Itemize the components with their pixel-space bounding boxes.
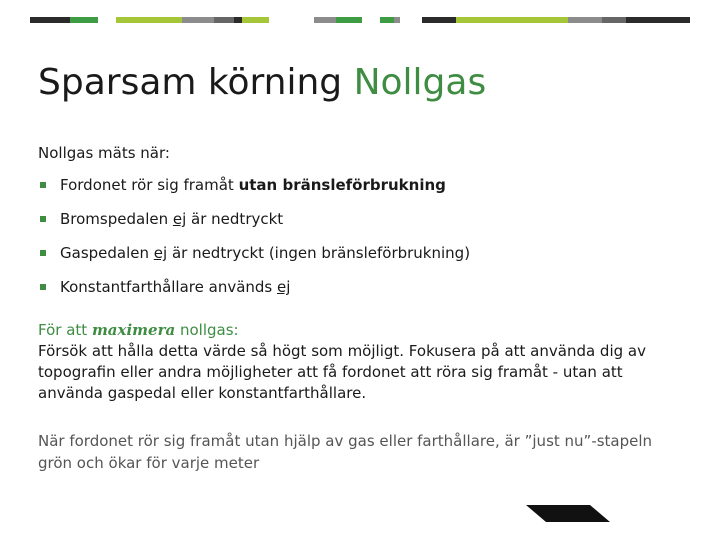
top-decorative-bar	[0, 0, 720, 24]
bullet-strong: utan bränsleförbrukning	[238, 176, 446, 194]
bar-segment	[380, 17, 394, 23]
bullet-text: Bromspedalen	[60, 210, 173, 228]
title-accent: Nollgas	[353, 62, 487, 103]
bullet-underlined: ej	[277, 278, 291, 296]
bullet-text: är nedtryckt	[186, 210, 284, 228]
bar-segment	[242, 17, 269, 23]
square-bullet-icon	[40, 216, 46, 222]
bar-segment	[422, 17, 456, 23]
bullet-underlined: ej	[153, 244, 168, 262]
square-bullet-icon	[40, 250, 46, 256]
tip-block	[38, 320, 688, 404]
bar-segment	[30, 17, 70, 23]
bar-segment	[234, 17, 242, 23]
note-text: När fordonet rör sig framåt utan hjälp av gas eller farthållare, är ”just nu”-stapeln grön och ökar för varje meter	[38, 432, 653, 472]
bullet-text: Konstantfarthållare används	[60, 278, 278, 296]
bar-segment	[336, 17, 362, 23]
bar-segment	[568, 17, 602, 23]
bar-segment	[70, 17, 98, 23]
bar-segment	[116, 17, 182, 23]
bar-segment	[602, 17, 626, 23]
chevron-shape	[526, 505, 610, 522]
bar-segment	[626, 17, 690, 23]
bullet-item	[38, 278, 470, 312]
bullet-list	[38, 176, 470, 312]
bullet-underlined: ej	[172, 210, 187, 228]
tip-heading-emphasis: maximera	[91, 321, 176, 339]
tip-body: Försök att hålla detta värde så högt som möjligt. Fokusera på att använda dig av topografin eller andra möjligheter att få fordonet att röra sig framåt - utan att använda gaspedal eller konstantfarthållare.	[38, 342, 646, 402]
bullet-text: Gaspedalen	[60, 244, 154, 262]
bar-segment	[182, 17, 214, 23]
title-main: Sparsam körning	[38, 62, 343, 103]
square-bullet-icon	[40, 284, 46, 290]
square-bullet-icon	[40, 182, 46, 188]
tip-heading	[38, 320, 688, 341]
bar-segment	[214, 17, 234, 23]
bullet-text: Fordonet rör sig framåt	[60, 176, 239, 194]
tip-heading-text: nollgas:	[175, 321, 239, 339]
bar-segment	[394, 17, 400, 23]
intro-text: Nollgas mäts när:	[38, 144, 170, 162]
tip-heading-text: För att	[38, 321, 92, 339]
bullet-item	[38, 176, 470, 210]
bar-segment	[456, 17, 568, 23]
bullet-item	[38, 244, 470, 278]
bullet-text: är nedtryckt (ingen bränsleförbrukning)	[167, 244, 471, 262]
bullet-item	[38, 210, 470, 244]
bar-segment	[314, 17, 336, 23]
slide-title	[38, 62, 486, 103]
